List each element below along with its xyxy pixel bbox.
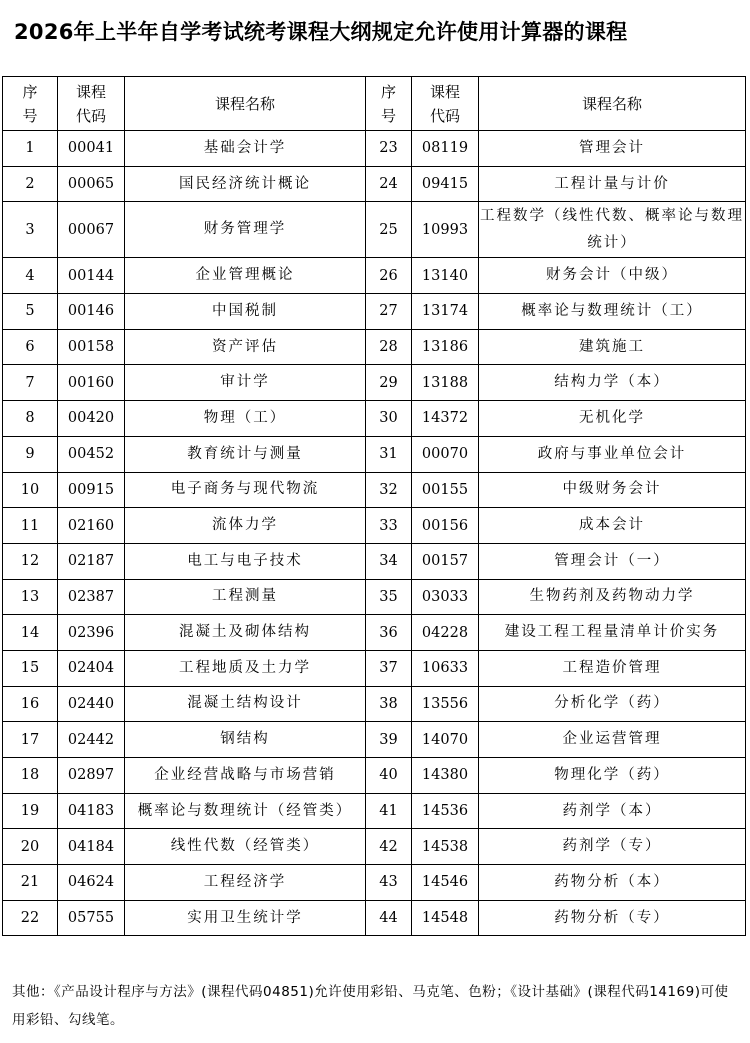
cell-name: 审计学 [125,365,366,401]
table-row [3,472,746,508]
cell-code: 09415 [412,166,479,202]
cell-seq: 22 [3,900,58,936]
cell-code: 10633 [412,650,479,686]
table-row [3,401,746,437]
cell-code: 02160 [58,508,125,544]
cell-name: 教育统计与测量 [125,436,366,472]
cell-seq: 11 [3,508,58,544]
cell-name: 电子商务与现代物流 [125,472,366,508]
cell-name: 概率论与数理统计（工） [479,294,746,330]
cell-name: 物理（工） [125,401,366,437]
cell-name: 概率论与数理统计（经管类） [125,793,366,829]
cell-seq: 3 [3,202,58,258]
cell-seq: 26 [366,258,412,294]
cell-seq: 14 [3,615,58,651]
cell-seq: 8 [3,401,58,437]
cell-seq: 29 [366,365,412,401]
table-row [3,436,746,472]
cell-name: 财务会计（中级） [479,258,746,294]
cell-seq: 34 [366,543,412,579]
table-row [3,758,746,794]
cell-code: 00065 [58,166,125,202]
table-row [3,650,746,686]
cell-name: 建筑施工 [479,329,746,365]
cell-code: 02396 [58,615,125,651]
cell-code: 00420 [58,401,125,437]
cell-name: 基础会计学 [125,131,366,167]
cell-code: 05755 [58,900,125,936]
cell-name: 线性代数（经管类） [125,829,366,865]
cell-code: 03033 [412,579,479,615]
cell-code: 08119 [412,131,479,167]
table-row [3,258,746,294]
table-row [3,329,746,365]
cell-seq: 7 [3,365,58,401]
cell-code: 00146 [58,294,125,330]
cell-name: 电工与电子技术 [125,543,366,579]
cell-code: 13188 [412,365,479,401]
cell-name: 药物分析（本） [479,865,746,901]
header-code: 课程 代码 [412,77,479,131]
cell-seq: 5 [3,294,58,330]
cell-seq: 12 [3,543,58,579]
table-row [3,686,746,722]
table-row [3,166,746,202]
cell-seq: 16 [3,686,58,722]
cell-name: 工程数学（线性代数、概率论与数理统计） [479,202,746,258]
cell-name: 政府与事业单位会计 [479,436,746,472]
cell-code: 00160 [58,365,125,401]
cell-seq: 25 [366,202,412,258]
cell-name: 物理化学（药） [479,758,746,794]
table-row [3,131,746,167]
header-code: 课程 代码 [58,77,125,131]
cell-seq: 43 [366,865,412,901]
cell-code: 00144 [58,258,125,294]
cell-code: 00041 [58,131,125,167]
cell-seq: 36 [366,615,412,651]
cell-seq: 1 [3,131,58,167]
cell-name: 结构力学（本） [479,365,746,401]
table-row [3,722,746,758]
cell-seq: 31 [366,436,412,472]
header-row [3,77,746,131]
table-row [3,365,746,401]
cell-code: 00155 [412,472,479,508]
header-name: 课程名称 [125,77,366,131]
cell-name: 工程造价管理 [479,650,746,686]
cell-name: 钢结构 [125,722,366,758]
cell-seq: 23 [366,131,412,167]
courses-table [2,76,746,936]
cell-code: 02440 [58,686,125,722]
cell-name: 药物分析（专） [479,900,746,936]
cell-name: 药剂学（专） [479,829,746,865]
header-seq: 序 号 [3,77,58,131]
cell-name: 中国税制 [125,294,366,330]
table-row [3,829,746,865]
page-title: 2026年上半年自学考试统考课程大纲规定允许使用计算器的课程 [14,20,628,44]
cell-code: 02442 [58,722,125,758]
cell-code: 00157 [412,543,479,579]
cell-seq: 30 [366,401,412,437]
cell-name: 管理会计（一） [479,543,746,579]
header-seq: 序 号 [366,77,412,131]
table-body [3,131,746,936]
cell-code: 04183 [58,793,125,829]
cell-name: 工程经济学 [125,865,366,901]
cell-name: 管理会计 [479,131,746,167]
cell-name: 财务管理学 [125,202,366,258]
cell-code: 14380 [412,758,479,794]
cell-code: 04228 [412,615,479,651]
cell-name: 成本会计 [479,508,746,544]
cell-code: 00158 [58,329,125,365]
cell-code: 00067 [58,202,125,258]
cell-code: 14546 [412,865,479,901]
table-row [3,865,746,901]
cell-code: 14548 [412,900,479,936]
cell-code: 14372 [412,401,479,437]
cell-name: 实用卫生统计学 [125,900,366,936]
cell-code: 00156 [412,508,479,544]
cell-seq: 17 [3,722,58,758]
cell-name: 药剂学（本） [479,793,746,829]
cell-seq: 24 [366,166,412,202]
cell-code: 00452 [58,436,125,472]
cell-code: 13186 [412,329,479,365]
cell-name: 混凝土及砌体结构 [125,615,366,651]
cell-name: 企业经营战略与市场营销 [125,758,366,794]
cell-seq: 9 [3,436,58,472]
table-row [3,579,746,615]
cell-seq: 37 [366,650,412,686]
cell-code: 00915 [58,472,125,508]
cell-name: 混凝土结构设计 [125,686,366,722]
cell-code: 04624 [58,865,125,901]
cell-seq: 2 [3,166,58,202]
cell-seq: 19 [3,793,58,829]
cell-name: 工程计量与计价 [479,166,746,202]
cell-name: 企业运营管理 [479,722,746,758]
cell-code: 13556 [412,686,479,722]
cell-code: 02897 [58,758,125,794]
table-row [3,294,746,330]
cell-name: 无机化学 [479,401,746,437]
header-name: 课程名称 [479,77,746,131]
cell-name: 生物药剂及药物动力学 [479,579,746,615]
table-row [3,202,746,258]
table-row [3,543,746,579]
cell-code: 00070 [412,436,479,472]
cell-code: 13140 [412,258,479,294]
table-row [3,793,746,829]
cell-seq: 15 [3,650,58,686]
table-row [3,900,746,936]
cell-code: 02404 [58,650,125,686]
cell-seq: 27 [366,294,412,330]
cell-name: 资产评估 [125,329,366,365]
cell-code: 02387 [58,579,125,615]
cell-code: 14070 [412,722,479,758]
cell-code: 14536 [412,793,479,829]
cell-seq: 4 [3,258,58,294]
cell-name: 国民经济统计概论 [125,166,366,202]
cell-name: 工程测量 [125,579,366,615]
cell-code: 10993 [412,202,479,258]
table-row [3,508,746,544]
cell-seq: 42 [366,829,412,865]
cell-seq: 40 [366,758,412,794]
cell-seq: 38 [366,686,412,722]
cell-name: 工程地质及土力学 [125,650,366,686]
cell-seq: 32 [366,472,412,508]
table-row [3,615,746,651]
cell-code: 04184 [58,829,125,865]
cell-seq: 18 [3,758,58,794]
cell-name: 流体力学 [125,508,366,544]
cell-name: 企业管理概论 [125,258,366,294]
cell-seq: 20 [3,829,58,865]
cell-name: 建设工程工程量清单计价实务 [479,615,746,651]
cell-seq: 39 [366,722,412,758]
cell-code: 14538 [412,829,479,865]
cell-name: 分析化学（药） [479,686,746,722]
cell-seq: 28 [366,329,412,365]
cell-seq: 44 [366,900,412,936]
cell-seq: 10 [3,472,58,508]
footnote: 其他：《产品设计程序与方法》(课程代码04851)允许使用彩铅、马克笔、色粉；《设计基础》(课程代码14169)可使用彩铅、勾线笔。 [12,984,729,1028]
cell-seq: 33 [366,508,412,544]
cell-seq: 6 [3,329,58,365]
cell-code: 13174 [412,294,479,330]
cell-seq: 41 [366,793,412,829]
cell-seq: 21 [3,865,58,901]
cell-seq: 35 [366,579,412,615]
cell-code: 02187 [58,543,125,579]
cell-seq: 13 [3,579,58,615]
cell-name: 中级财务会计 [479,472,746,508]
